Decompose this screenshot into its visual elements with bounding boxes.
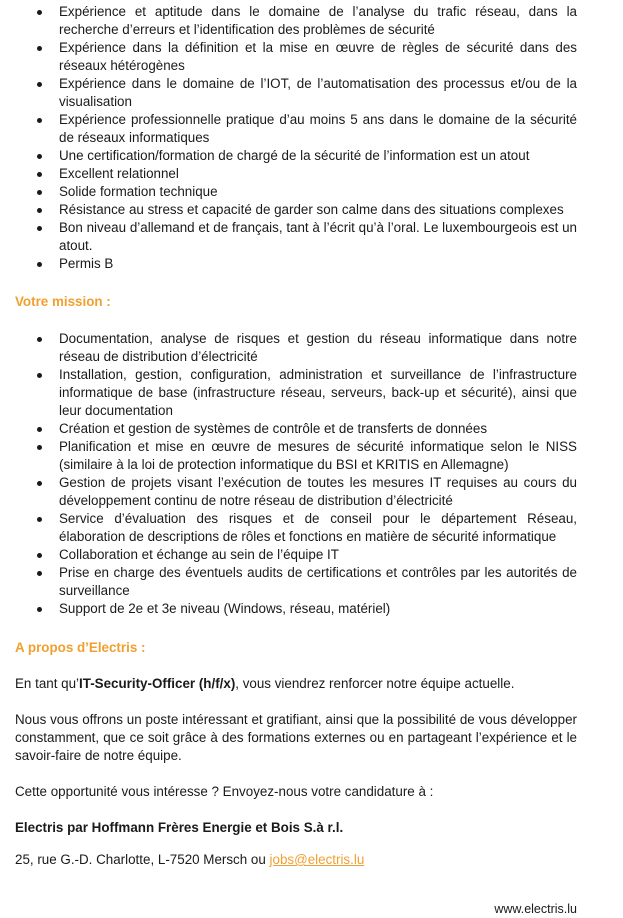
requirement-text: Expérience dans la définition et la mise en œuvre de règles de sécurité dans des réseaux hétérogènes	[59, 40, 577, 73]
list-item	[37, 201, 577, 219]
requirement-text: Bon niveau d’allemand et de français, tant à l’écrit qu’à l’oral. Le luxembourgeois est un atout.	[59, 220, 577, 253]
bullet-icon	[37, 10, 42, 15]
requirement-text: Expérience et aptitude dans le domaine de l’analyse du trafic réseau, dans la recherche d’erreurs et l’identification des problèmes de sécurité	[59, 4, 577, 37]
list-item	[37, 219, 577, 255]
offer-paragraph: Nous vous offrons un poste intéressant et gratifiant, ainsi que la possibilité de vous développer constamment, que ce soit grâce à des formations externes ou en partageant l’expérience et le savoir-faire de notre équipe.	[15, 712, 577, 763]
mission-text: Création et gestion de systèmes de contrôle et de transferts de données	[59, 421, 488, 436]
requirement-text: Permis B	[59, 256, 114, 271]
mission-text: Collaboration et échange au sein de l’équipe IT	[59, 547, 339, 562]
bullet-icon	[37, 337, 42, 342]
bullet-icon	[37, 553, 42, 558]
bullet-icon	[37, 208, 42, 213]
requirement-text: Résistance au stress et capacité de garder son calme dans des situations complexes	[59, 202, 564, 217]
mission-text: Gestion de projets visant l’exécution de toutes les mesures IT requises au cours du développement continu de notre réseau de distribution d’électricité	[59, 475, 577, 508]
address-text: 25, rue G.-D. Charlotte, L-7520 Mersch ou	[15, 852, 270, 867]
cta-paragraph: Cette opportunité vous intéresse ? Envoyez-nous votre candidature à :	[15, 784, 434, 799]
list-item	[37, 438, 577, 474]
requirement-text: Une certification/formation de chargé de la sécurité de l’information est un atout	[59, 148, 530, 163]
bullet-icon	[37, 517, 42, 522]
bullet-icon	[37, 226, 42, 231]
list-item	[37, 474, 577, 510]
bullet-icon	[37, 190, 42, 195]
requirement-text: Expérience professionnelle pratique d’au moins 5 ans dans le domaine de la sécurité de réseaux informatiques	[59, 112, 577, 145]
bullet-icon	[37, 373, 42, 378]
bullet-icon	[37, 154, 42, 159]
bullet-icon	[37, 481, 42, 486]
mission-text: Installation, gestion, configuration, administration et surveillance de l’infrastructure informatique de base (infrastructure réseau, serveurs, back-up et sécurité), ainsi que leur documentation	[59, 367, 577, 418]
bullet-icon	[37, 262, 42, 267]
intro-paragraph	[15, 675, 577, 693]
mission-text: Documentation, analyse de risques et gestion du réseau informatique dans notre réseau de distribution d’électricité	[59, 331, 577, 364]
intro-suffix: , vous viendrez renforcer notre équipe actuelle.	[235, 676, 515, 691]
requirements-list	[37, 3, 577, 273]
mission-text: Service d’évaluation des risques et de conseil pour le département Réseau, élaboration de descriptions de rôles et fonctions en matière de sécurité informatique	[59, 511, 577, 544]
list-item	[37, 39, 577, 75]
job-title: IT-Security-Officer (h/f/x)	[79, 676, 236, 691]
list-item	[37, 147, 577, 165]
bullet-icon	[37, 445, 42, 450]
list-item	[37, 510, 577, 546]
list-item	[37, 255, 577, 273]
list-item	[37, 3, 577, 39]
about-heading: A propos d’Electris :	[15, 640, 146, 655]
mission-text: Support de 2e et 3e niveau (Windows, réseau, matériel)	[59, 601, 391, 616]
website-url[interactable]: www.electris.lu	[494, 902, 577, 916]
list-item	[37, 366, 577, 420]
bullet-icon	[37, 46, 42, 51]
bullet-icon	[37, 82, 42, 87]
requirement-text: Solide formation technique	[59, 184, 218, 199]
bullet-icon	[37, 571, 42, 576]
mission-list	[37, 330, 577, 618]
list-item	[37, 546, 577, 564]
address-line	[15, 851, 577, 869]
list-item	[37, 600, 577, 618]
list-item	[37, 330, 577, 366]
company-name: Electris par Hoffmann Frères Energie et Bois S.à r.l.	[15, 820, 344, 835]
list-item	[37, 183, 577, 201]
list-item	[37, 75, 577, 111]
requirement-text: Expérience dans le domaine de l’IOT, de l’automatisation des processus et/ou de la visualisation	[59, 76, 577, 109]
bullet-icon	[37, 118, 42, 123]
list-item	[37, 111, 577, 147]
mission-heading: Votre mission :	[15, 294, 111, 309]
mission-text: Prise en charge des éventuels audits de certifications et contrôles par les autorités de surveillance	[59, 565, 577, 598]
mission-text: Planification et mise en œuvre de mesures de sécurité informatique selon le NISS (similaire à la loi de protection informatique du BSI et KRITIS en Allemagne)	[59, 439, 577, 472]
bullet-icon	[37, 427, 42, 432]
email-link[interactable]: jobs@electris.lu	[269, 852, 365, 867]
requirement-text: Excellent relationnel	[59, 166, 179, 181]
bullet-icon	[37, 172, 42, 177]
bullet-icon	[37, 607, 42, 612]
list-item	[37, 564, 577, 600]
intro-prefix: En tant qu’	[15, 676, 80, 691]
list-item	[37, 420, 577, 438]
list-item	[37, 165, 577, 183]
